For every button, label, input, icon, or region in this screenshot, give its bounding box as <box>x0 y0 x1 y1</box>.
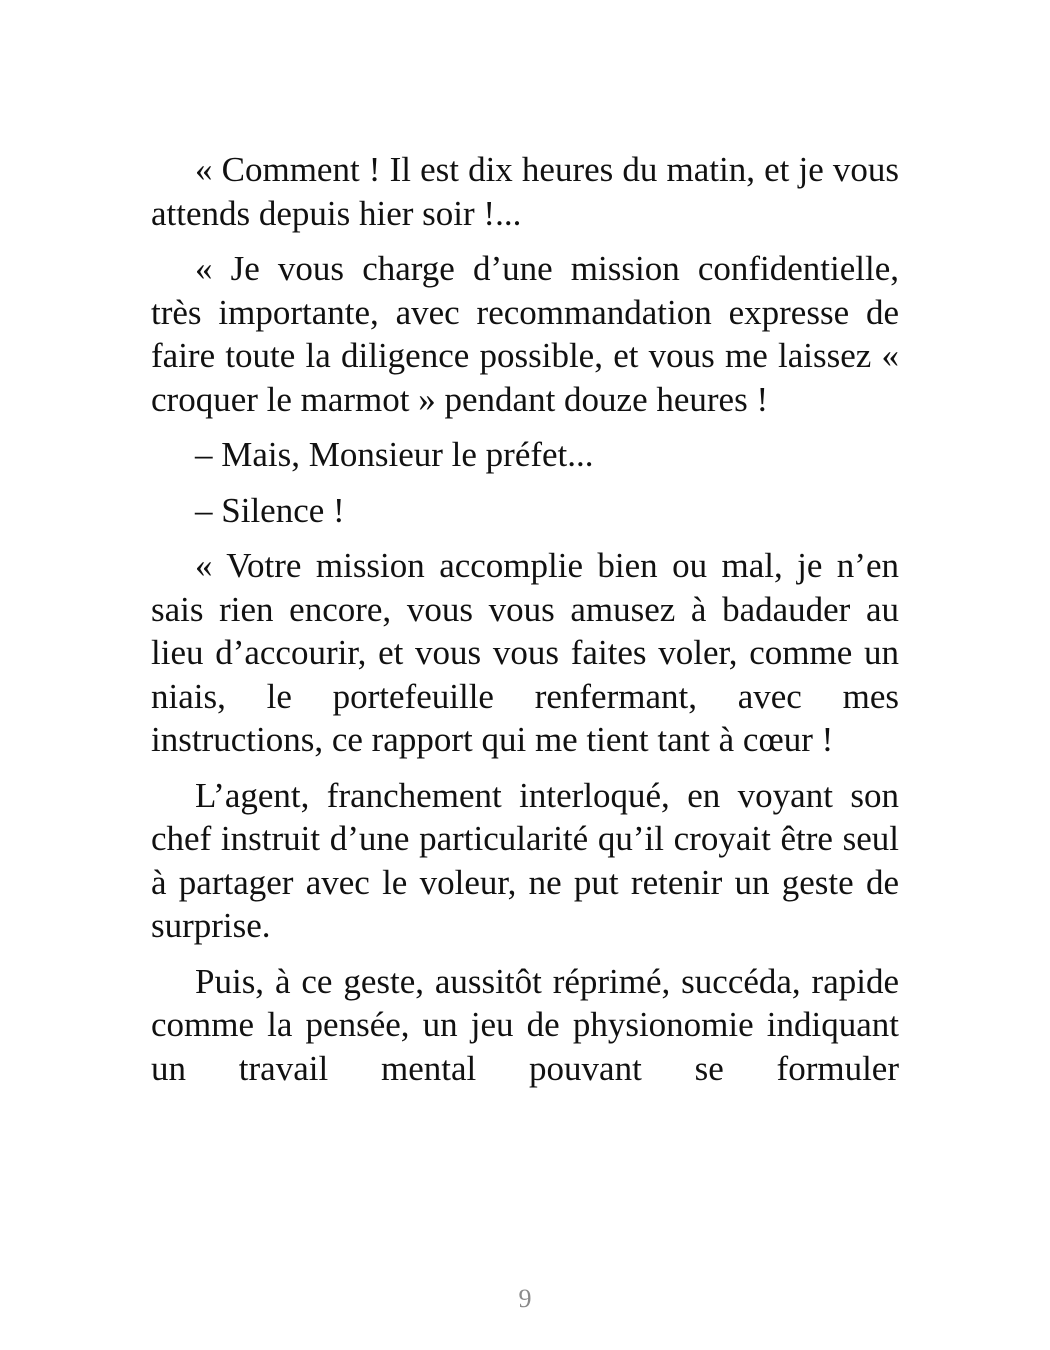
paragraph-6: L’agent, franchement interloqué, en voyant son chef instruit d’une particularité qu’il croyait être seul à partager avec le voleur, ne put retenir un geste de surprise. <box>151 775 899 945</box>
paragraph-4: – Silence ! <box>195 490 345 530</box>
paragraph-5: « Votre mission accomplie bien ou mal, je n’en sais rien encore, vous vous amusez à badauder au lieu d’accourir, et vous vous faites voler, comme un niais, le portefeuille renfermant, avec mes instructions, ce rapport qui me tient tant à cœur ! <box>151 546 899 759</box>
paragraph-3: – Mais, Monsieur le préfet... <box>195 435 594 474</box>
body-text <box>151 148 899 1102</box>
paragraph-7: Puis, à ce geste, aussitôt réprimé, succéda, rapide comme la pensée, un jeu de physionomie indiquant un travail mental pouvant se formuler <box>151 961 899 1088</box>
paragraph-2: « Je vous charge d’une mission confidentielle, très importante, avec recommandation expresse de faire toute la diligence possible, et vous me laissez « croquer le marmot » pendant douze heures ! <box>151 249 899 419</box>
page-number: 9 <box>518 1284 532 1313</box>
paragraph-1: « Comment ! Il est dix heures du matin, et je vous attends depuis hier soir !... <box>151 150 899 233</box>
